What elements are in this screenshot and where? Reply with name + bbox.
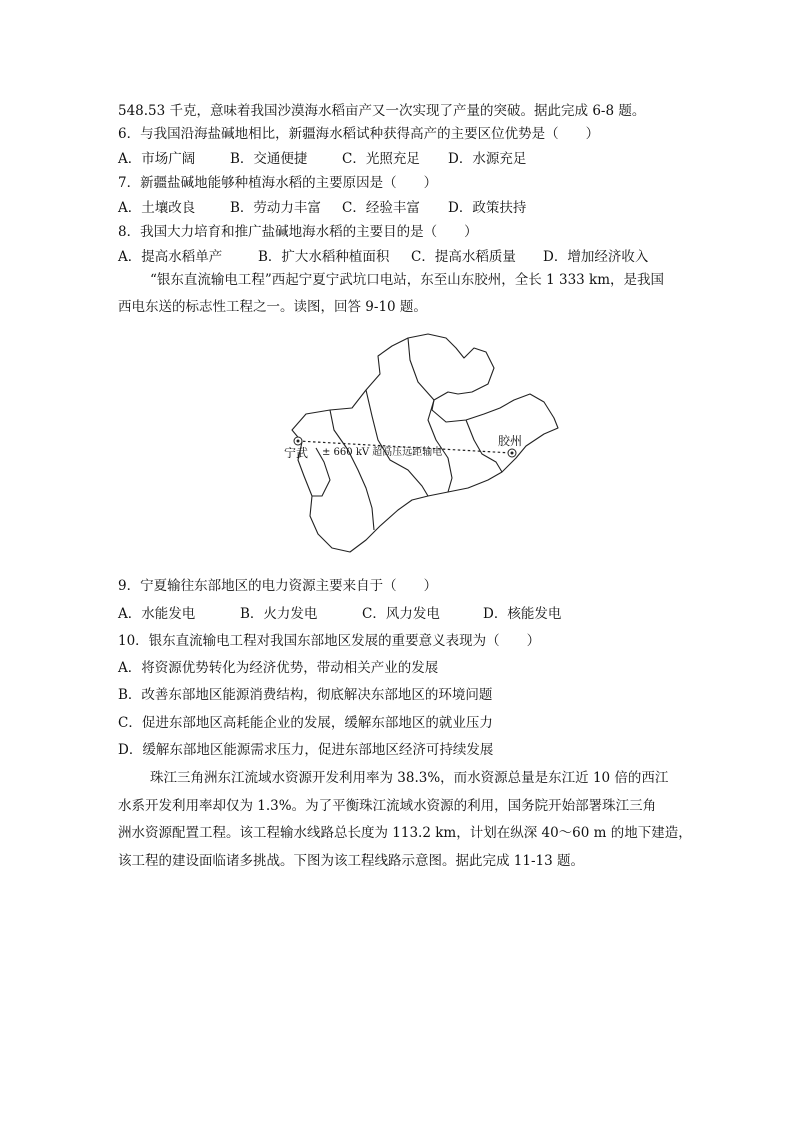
power-line-map [262,330,562,562]
question-9-stem: 9．宁夏输往东部地区的电力资源主要来自于（ ） [118,578,438,594]
option-d[interactable]: D．增加经济收入 [543,249,649,265]
question-10-option-d[interactable]: D．缓解东部地区能源需求压力，促进东部地区经济可持续发展 [118,742,494,758]
question-10-stem: 10．银东直流输电工程对我国东部地区发展的重要意义表现为（ ） [118,633,541,649]
jiaozhou-station-icon [508,449,516,457]
passage-3-line-3: 洲水资源配置工程。该工程输水线路总长度为 113.2 km，计划在纵深 40～60 m 的地下建造， [118,825,692,841]
passage-3-line-2: 水系开发利用率却仅为 1.3%。为了平衡珠江流域水资源的利用，国务院开始部署珠江三角 [118,798,657,814]
option-b[interactable]: B．劳动力丰富 [230,200,321,216]
question-10-option-a[interactable]: A．将资源优势转化为经济优势，带动相关产业的发展 [118,660,439,676]
option-a[interactable]: A．市场广阔 [118,151,196,167]
option-c[interactable]: C．光照充足 [342,151,420,167]
passage-2-line-2: 西电东送的标志性工程之一。读图，回答 9-10 题。 [118,299,427,315]
passage-3-line-4: 该工程的建设面临诸多挑战。下图为该工程线路示意图。据此完成 11-13 题。 [118,853,584,869]
province-border [330,410,374,530]
option-c[interactable]: C．风力发电 [362,606,440,622]
question-10-option-b[interactable]: B．改善东部地区能源消费结构，彻底解决东部地区的环境问题 [118,687,493,703]
option-c[interactable]: C．经验丰富 [342,200,420,216]
question-6-stem: 6．与我国沿海盐碱地相比，新疆海水稻试种获得高产的主要区位优势是（ ） [118,126,600,142]
province-border [466,420,502,472]
question-8-stem: 8．我国大力培育和推广盐碱地海水稻的主要目的是（ ） [118,224,478,240]
option-a[interactable]: A．土壤改良 [118,200,196,216]
option-a[interactable]: A．提高水稻单产 [118,249,223,265]
option-d[interactable]: D．核能发电 [483,606,562,622]
question-7-stem: 7．新疆盐碱地能够种植海水稻的主要原因是（ ） [118,175,438,191]
option-b[interactable]: B．火力发电 [240,606,318,622]
passage-2-line-1: “银东直流输电工程”西起宁夏宁武坑口电站，东至山东胶州，全长 1 333 km，是我国 [150,272,665,288]
map-figure [262,330,562,562]
map-label-ningwu: 宁武 [284,446,309,460]
passage-intro-line: 548.53 千克，意味着我国沙漠海水稻亩产又一次实现了产量的突破。据此完成 6-8 题。 [118,103,646,119]
province-border [428,400,452,492]
option-d[interactable]: D．政策扶持 [448,200,527,216]
ningwu-station-icon [294,437,302,445]
province-border [408,338,434,400]
option-b[interactable]: B．交通便捷 [230,151,308,167]
option-d[interactable]: D．水源充足 [448,151,527,167]
province-border [366,390,428,496]
option-b[interactable]: B．扩大水稻种植面积 [258,249,390,265]
option-a[interactable]: A．水能发电 [118,606,196,622]
passage-3-line-1: 珠江三角洲东江流域水资源开发利用率为 38.3%，而水资源总量是东江近 10 倍的西江 [150,770,669,786]
question-10-option-c[interactable]: C．促进东部地区高耗能企业的发展，缓解东部地区的就业压力 [118,715,493,731]
option-c[interactable]: C．提高水稻质量 [411,249,516,265]
map-label-jiaozhou: 胶州 [498,434,523,448]
map-label-line: ± 660 kV 超高压远距输电 [322,447,443,458]
